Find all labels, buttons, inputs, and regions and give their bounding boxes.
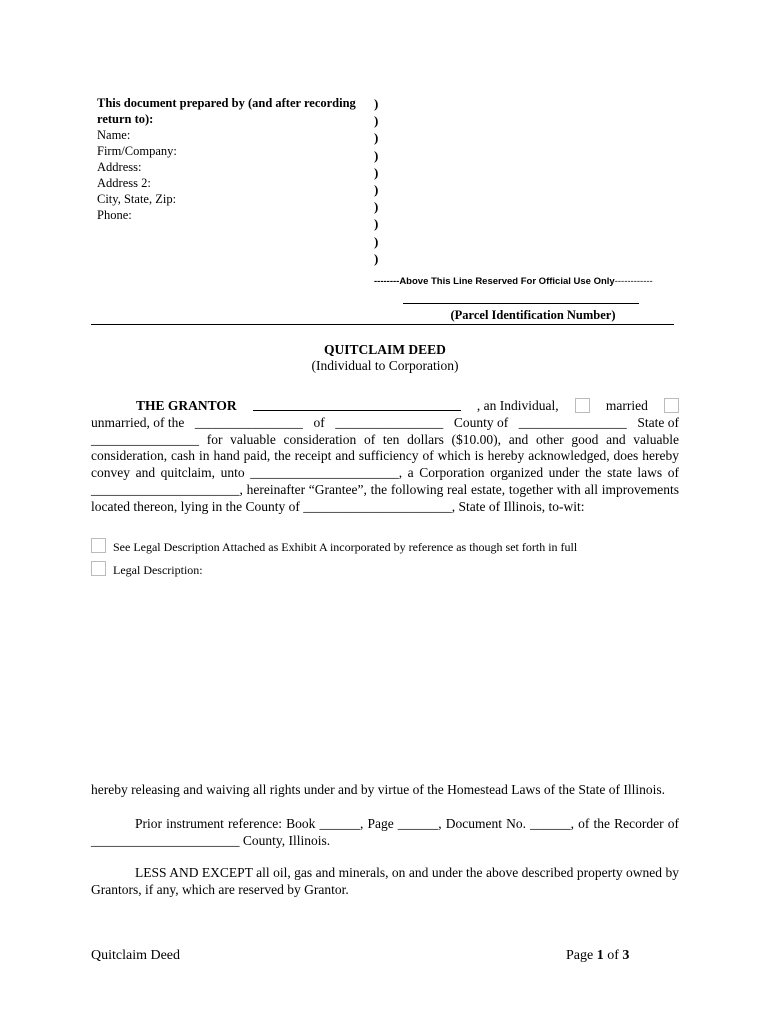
document-subtitle: (Individual to Corporation) [311, 358, 459, 373]
field-address2: Address 2: [97, 176, 151, 190]
legal-checkbox[interactable] [91, 561, 106, 576]
grantor-name-blank[interactable] [253, 398, 461, 411]
field-city-state-zip: City, State, Zip: [97, 192, 177, 206]
grantor-line-1 [91, 398, 679, 415]
legal-option [91, 561, 203, 578]
line2-part: County of [453, 414, 509, 430]
exhibit-option [91, 538, 577, 555]
pin-label: (Parcel Identification Number) [450, 308, 616, 322]
document-title: QUITCLAIM DEED [324, 342, 446, 357]
field-firm: Firm/Company: [97, 144, 177, 158]
line2-blank[interactable]: ________________ [194, 414, 303, 430]
line2-part: unmarried, of the [91, 414, 185, 430]
grantor-line-2 [91, 415, 679, 432]
reserved-dashes-left: -------- [374, 276, 400, 287]
grantor-individual: , an Individual, [476, 398, 559, 413]
legal-label: Legal Description: [113, 563, 203, 577]
line2-part: of [313, 414, 325, 430]
reserved-dashes-right: ------------ [614, 276, 653, 287]
less-except-paragraph [91, 865, 679, 899]
reserved-line [374, 276, 653, 287]
paren-column: ) ) ) ) ) ) ) ) ) ) [374, 96, 379, 266]
footer-page [566, 948, 629, 964]
pin-row [91, 308, 674, 325]
field-phone: Phone: [97, 208, 132, 222]
page-word: Page [566, 948, 594, 963]
page-total: 3 [622, 948, 630, 963]
married-label: married [605, 398, 648, 413]
grantor-body: ________________ for valuable consideration of ten dollars ($10.00), and other good and valuable consideration, cash in hand paid, the receipt and sufficiency of which is hereby acknowledged, does hereby convey and quitclaim, unto ______________________, a Corporation organized under the state laws of ______________________, hereinafter “Grantee”, the following real estate, together with all improvements located thereon, lying in the County of ______________________, State of Illinois, to-wit: [91, 431, 679, 514]
prior-paragraph [91, 816, 679, 850]
field-address: Address: [97, 160, 142, 174]
exhibit-label: See Legal Description Attached as Exhibit A incorporated by reference as though set forth in full [113, 540, 578, 554]
reserved-text: Above This Line Reserved For Official Use Only [399, 276, 615, 287]
prior-text: Prior instrument reference: Book ______, Page ______, Document No. ______, of the Recorder of ______________________ County, Illinois. [91, 816, 679, 848]
preparer-heading: This document prepared by (and after recording return to): [97, 96, 356, 126]
line2-blank[interactable]: ________________ [335, 414, 444, 430]
line2-blank[interactable]: ________________ [518, 414, 627, 430]
exhibit-checkbox[interactable] [91, 538, 106, 553]
pin-blank-line [403, 303, 639, 304]
preparer-block [97, 95, 369, 223]
of-word: of [607, 948, 619, 963]
line2-part: State of [637, 414, 679, 430]
footer-title: Quitclaim Deed [91, 948, 181, 963]
married-checkbox[interactable] [575, 398, 590, 413]
page-number: 1 [596, 948, 604, 963]
unmarried-checkbox[interactable] [664, 398, 679, 413]
grantor-label: THE GRANTOR [136, 398, 237, 413]
grantor-paragraph [91, 398, 679, 516]
homestead-paragraph: hereby releasing and waiving all rights under and by virtue of the Homestead Laws of the State of Illinois. [91, 782, 665, 797]
field-name: Name: [97, 128, 131, 142]
less-except-text: LESS AND EXCEPT all oil, gas and minerals, on and under the above described property owned by Grantors, if any, which are reserved by Grantor. [91, 865, 679, 897]
